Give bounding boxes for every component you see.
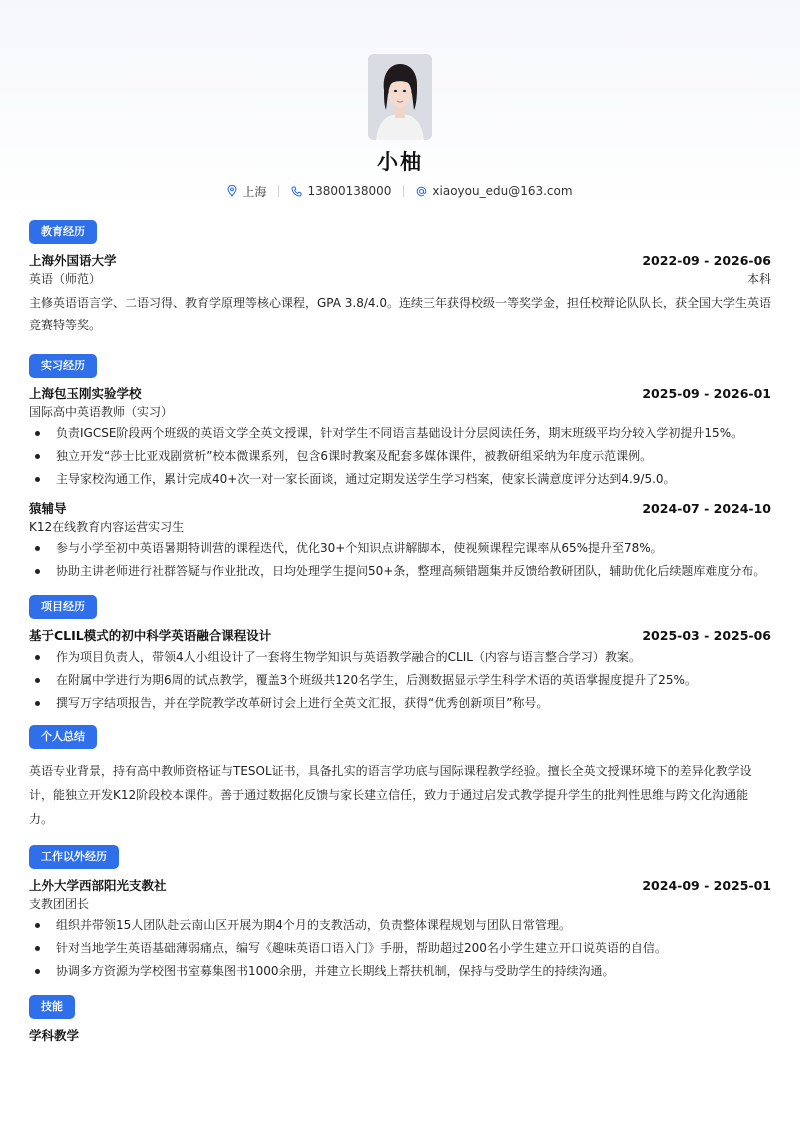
degree: 本科 <box>746 272 771 286</box>
entry-date: 2024-09 - 2025-01 <box>642 878 771 893</box>
list-item: 主导家校沟通工作，累计完成40+次一对一家长面谈，通过定期发送学生学习档案，使家长满意度评分达到4.9/5.0。 <box>29 470 771 489</box>
skill-category-label: 学科教学 <box>29 1028 80 1043</box>
contact-divider <box>403 185 404 197</box>
entry-subheader <box>29 895 771 913</box>
portrait-photo <box>368 54 432 140</box>
bullet-list <box>29 916 771 981</box>
internship-entry <box>29 385 771 489</box>
list-item: 针对当地学生英语基础薄弱痛点，编写《趣味英语口语入门》手册，帮助超过200名小学生建立开口说英语的自信。 <box>29 939 771 958</box>
org-name: 上外大学西部阳光支教社 <box>29 878 167 893</box>
list-item: 协调多方资源为学校图书室募集图书1000余册，并建立长期线上帮扶机制，保持与受助学生的持续沟通。 <box>29 962 771 981</box>
at-sign-icon <box>416 186 427 197</box>
org-name: 上海包玉刚实验学校 <box>29 386 142 401</box>
entry-date: 2024-07 - 2024-10 <box>642 501 771 516</box>
internship-entry <box>29 500 771 581</box>
entry-subheader <box>29 270 771 288</box>
project-entry <box>29 627 771 713</box>
contact-info <box>29 182 771 200</box>
skill-category <box>29 1027 771 1045</box>
section-education <box>29 220 771 336</box>
section-skills <box>29 995 771 1045</box>
role: K12在线教育内容运营实习生 <box>29 520 185 534</box>
entry-header <box>29 500 771 518</box>
resume-header <box>29 0 771 200</box>
email-text: xiaoyou_edu@163.com <box>432 184 573 198</box>
section-heading: 个人总结 <box>29 725 97 749</box>
list-item: 负责IGCSE阶段两个班级的英语文学全英文授课，针对学生不同语言基础设计分层阅读任务，期末班级平均分较入学初提升15%。 <box>29 424 771 443</box>
entry-date: 2025-03 - 2025-06 <box>642 628 771 643</box>
candidate-name: 小柚 <box>377 150 423 174</box>
education-description: 主修英语语言学、二语习得、教育学原理等核心课程，GPA 3.8/4.0。连续三年获得校级一等奖学金，担任校辩论队队长，获全国大学生英语竞赛特等奖。 <box>29 296 772 332</box>
entry-header <box>29 627 771 645</box>
list-item: 撰写万字结项报告，并在学院教学改革研讨会上进行全英文汇报，获得“优秀创新项目”称号。 <box>29 694 771 713</box>
entry-date: 2025-09 - 2026-01 <box>642 386 771 401</box>
contact-divider <box>278 185 279 197</box>
list-item: 协助主讲老师进行社群答疑与作业批改，日均处理学生提问50+条，整理高频错题集并反馈给教研团队，辅助优化后续题库难度分布。 <box>29 562 771 581</box>
entry-subheader <box>29 518 771 536</box>
role: 国际高中英语教师（实习） <box>29 405 174 419</box>
education-entry <box>29 252 771 336</box>
org-name: 猿辅导 <box>29 501 67 516</box>
section-heading: 教育经历 <box>29 220 97 244</box>
summary-text: 英语专业背景，持有高中教师资格证与TESOL证书，具备扎实的语言学功底与国际课程教学经验。擅长全英文授课环境下的差异化教学设计，能独立开发K12阶段校本课件。善于通过数据化反馈与家长建立信任，致力于通过启发式教学提升学生的批判性思维与跨文化沟通能力。 <box>29 764 752 826</box>
list-item: 在附属中学进行为期6周的试点教学，覆盖3个班级共120名学生，后测数据显示学生科学术语的英语掌握度提升了25%。 <box>29 671 771 690</box>
section-summary <box>29 725 771 831</box>
entry-header <box>29 252 771 270</box>
contact-email <box>416 184 572 198</box>
bullet-list <box>29 648 771 713</box>
phone-text: 13800138000 <box>307 184 392 198</box>
major: 英语（师范） <box>29 272 102 286</box>
section-heading: 技能 <box>29 995 75 1019</box>
section-heading: 工作以外经历 <box>29 845 119 869</box>
section-heading: 项目经历 <box>29 595 97 619</box>
list-item: 组织并带领15人团队赴云南山区开展为期4个月的支教活动，负责整体课程规划与团队日常管理。 <box>29 916 771 935</box>
location-pin-icon <box>227 185 237 197</box>
entry-header <box>29 385 771 403</box>
list-item: 作为项目负责人，带领4人小组设计了一套将生物学知识与英语教学融合的CLIL（内容与语言整合学习）教案。 <box>29 648 771 667</box>
contact-location <box>227 183 266 200</box>
list-item: 参与小学至初中英语暑期特训营的课程迭代，优化30+个知识点讲解脚本，使视频课程完课率从65%提升至78%。 <box>29 539 771 558</box>
phone-icon <box>291 186 302 197</box>
bullet-list <box>29 539 771 581</box>
section-projects <box>29 595 771 713</box>
role: 支教团团长 <box>29 897 90 911</box>
section-heading: 实习经历 <box>29 354 97 378</box>
contact-phone <box>291 184 391 198</box>
location-text: 上海 <box>242 184 267 199</box>
extracurricular-entry <box>29 877 771 981</box>
entry-header <box>29 877 771 895</box>
bullet-list <box>29 424 771 489</box>
project-title: 基于CLIL模式的初中科学英语融合课程设计 <box>29 628 272 643</box>
entry-subheader <box>29 403 771 421</box>
section-extracurricular <box>29 845 771 981</box>
avatar <box>368 54 432 140</box>
list-item: 独立开发“莎士比亚戏剧赏析”校本微课系列，包含6课时教案及配套多媒体课件，被教研组采纳为年度示范课例。 <box>29 447 771 466</box>
school-name: 上海外国语大学 <box>29 253 117 268</box>
section-internship <box>29 354 771 581</box>
entry-date: 2022-09 - 2026-06 <box>642 253 771 268</box>
